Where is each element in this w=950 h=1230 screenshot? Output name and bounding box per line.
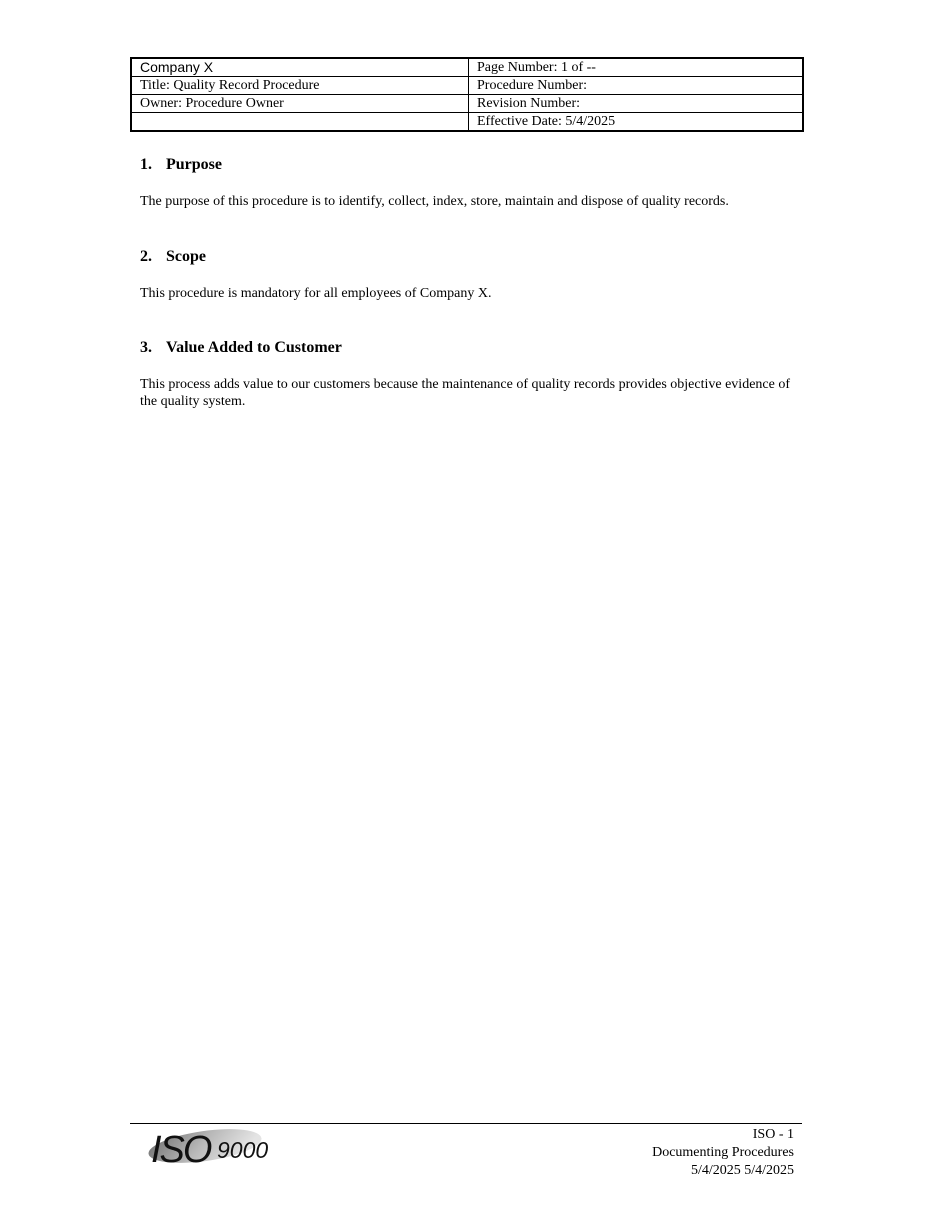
header-row [131, 58, 803, 77]
section-number: 2. [140, 248, 152, 265]
section-number: 1. [140, 156, 152, 173]
section-title: Purpose [166, 156, 222, 173]
procedure-owner: Owner: Procedure Owner [131, 95, 469, 113]
header-row [131, 95, 803, 113]
section-title: Value Added to Customer [166, 339, 342, 356]
company-name: Company X [131, 58, 469, 77]
value-added-paragraph: This process adds value to our customers because the maintenance of quality records provides objective evidence of the quality system. [140, 377, 790, 409]
footer-page: ISO - 1 [752, 1127, 794, 1142]
header-row [131, 113, 803, 132]
section-heading-scope [140, 247, 206, 266]
procedure-title: Title: Quality Record Procedure [131, 77, 469, 95]
page-number: Page Number: 1 of -- [469, 58, 804, 77]
section-number: 3. [140, 339, 152, 356]
revision-number: Revision Number: [469, 95, 804, 113]
empty-cell [131, 113, 469, 132]
footer-info [652, 1126, 794, 1180]
footer-doc-title: Documenting Procedures [652, 1145, 794, 1160]
purpose-paragraph: The purpose of this procedure is to identify, collect, index, store, maintain and dispose of quality records. [140, 194, 729, 209]
section-heading-purpose [140, 155, 222, 174]
header-row [131, 77, 803, 95]
footer-dates: 5/4/2025 5/4/2025 [690, 1163, 794, 1178]
scope-paragraph: This procedure is mandatory for all employees of Company X. [140, 286, 492, 301]
iso9000-logo [147, 1124, 275, 1166]
effective-date: Effective Date: 5/4/2025 [469, 113, 804, 132]
section-title: Scope [166, 248, 206, 265]
svg-text:ISO: ISO [151, 1129, 211, 1166]
procedure-number: Procedure Number: [469, 77, 804, 95]
svg-text:9000: 9000 [217, 1137, 269, 1163]
section-heading-value-added [140, 338, 342, 357]
document-header-table [130, 57, 804, 132]
